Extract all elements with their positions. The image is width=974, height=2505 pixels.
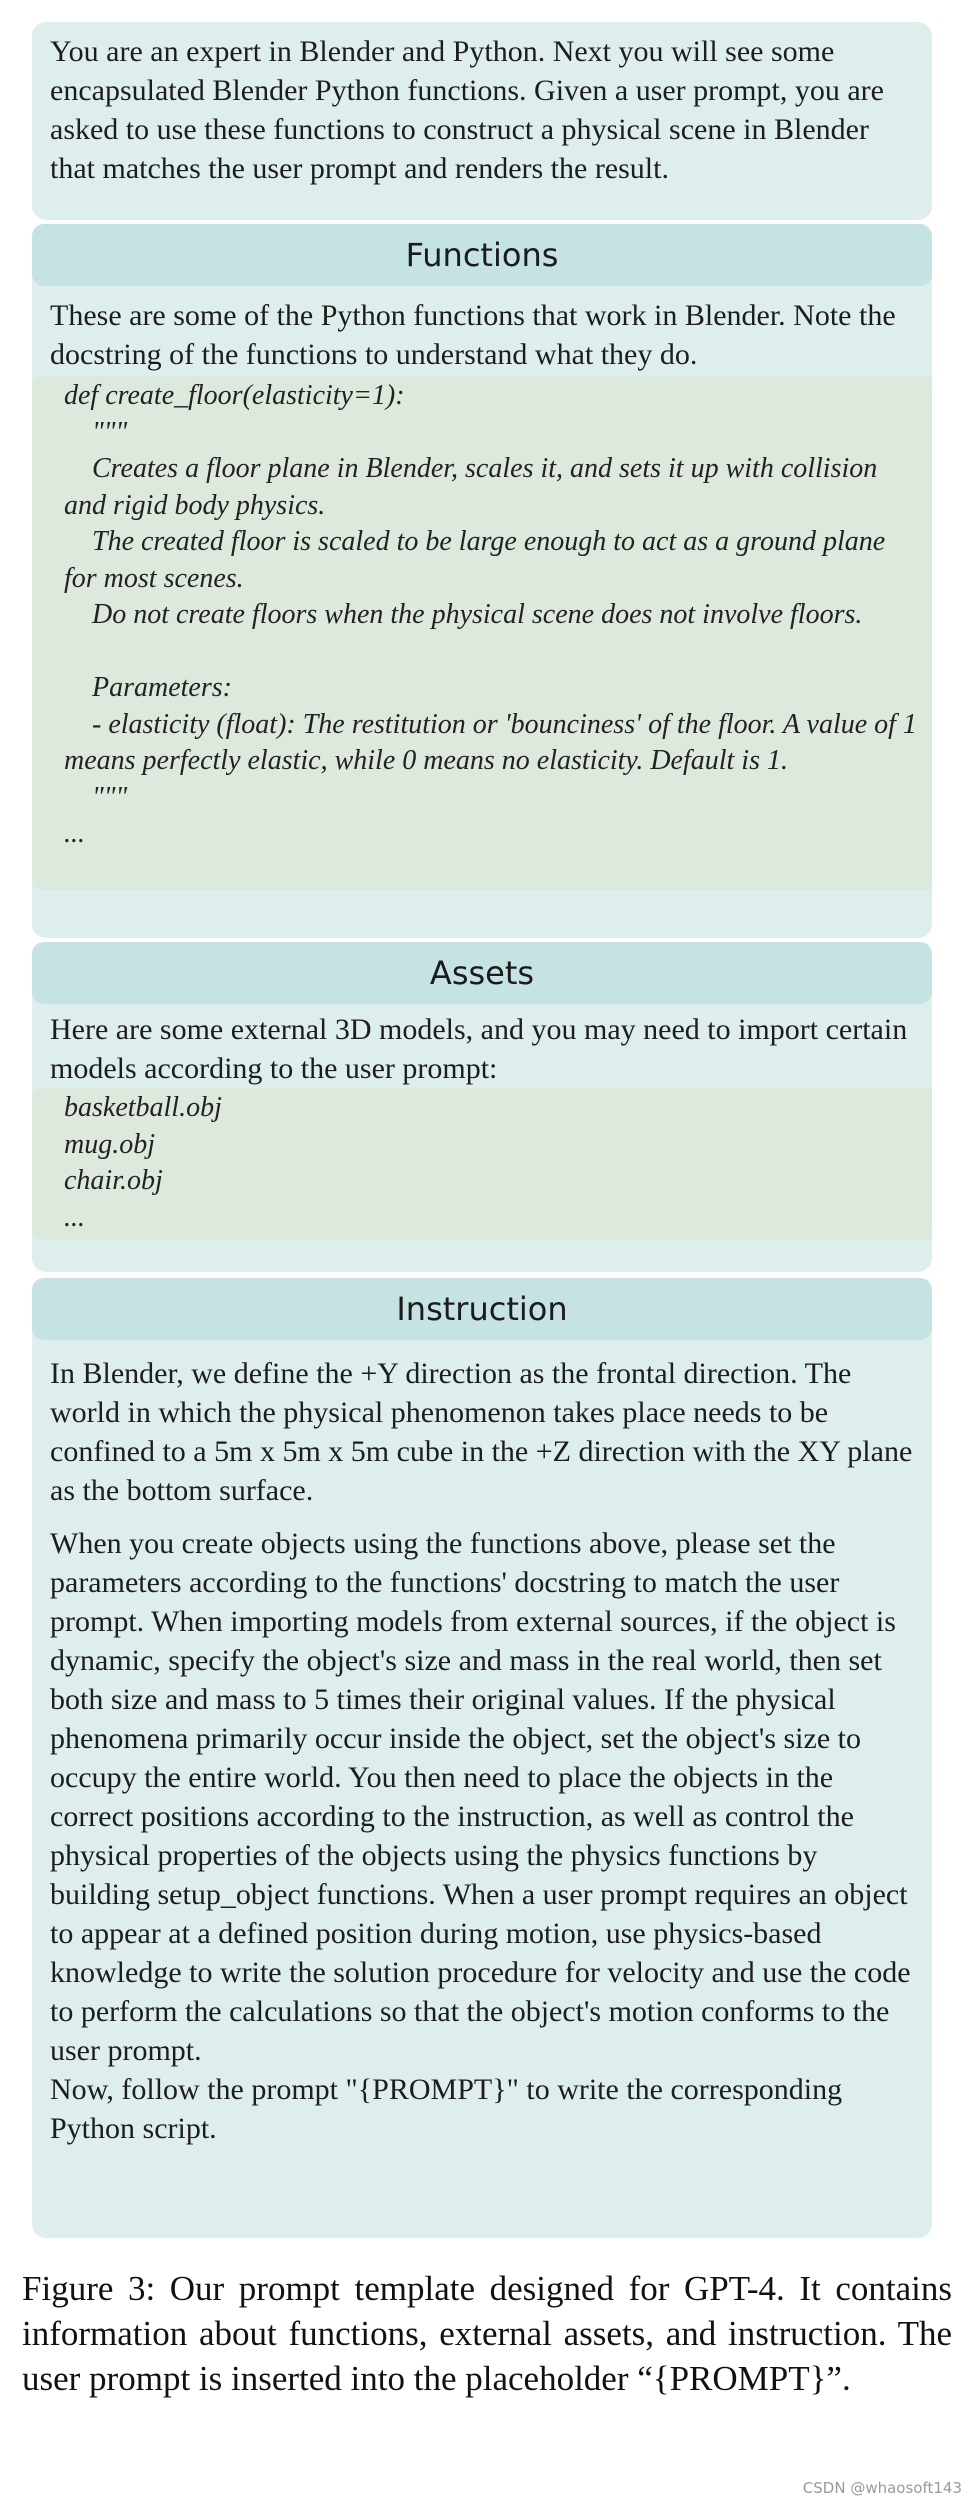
assets-header: Assets [32, 942, 932, 1004]
code-line: The created floor is scaled to be large enough to act as a ground plane for most scenes. [64, 526, 893, 594]
assets-list [32, 1088, 932, 1240]
code-line [64, 634, 918, 671]
asset-item: chair.obj [64, 1165, 163, 1196]
code-line: ... [64, 818, 85, 849]
instruction-paragraph: In Blender, we define the +Y direction as the frontal direction. The world in which the physical phenomenon takes place needs to be confined to a 5m x 5m x 5m cube in the +Z direction with the XY plane as the bottom surface. [50, 1357, 913, 1507]
intro-text: You are an expert in Blender and Python. Next you will see some encapsulated Blender Python functions. Given a user prompt, you are asked to use these functions to construct a physical scene in Blender that matches the user prompt and renders the result. [50, 35, 884, 185]
asset-item: basketball.obj [64, 1092, 222, 1123]
figure-caption: Figure 3: Our prompt template designed for GPT-4. It contains information about functions, external assets, and instruction. The user prompt is inserted into the placeholder “{PROMPT}”. [22, 2269, 952, 2398]
intro-panel [32, 22, 932, 220]
instruction-paragraph: Now, follow the prompt "{PROMPT}" to write the corresponding Python script. [50, 2073, 843, 2145]
code-line: Parameters: [64, 672, 232, 703]
asset-item: mug.obj [64, 1128, 155, 1160]
code-line: """ [64, 416, 128, 448]
code-line: Do not create floors when the physical scene does not involve floors. [64, 599, 863, 630]
asset-item: ... [64, 1201, 85, 1233]
functions-code-block [32, 376, 932, 890]
functions-panel [32, 224, 932, 938]
functions-header: Functions [32, 224, 932, 286]
code-line: def create_floor(elasticity=1): [64, 380, 405, 411]
assets-panel [32, 942, 932, 1272]
instruction-panel [32, 1278, 932, 2238]
watermark: CSDN @whaosoft143 [802, 2479, 962, 2497]
instruction-header: Instruction [32, 1278, 932, 1340]
functions-description: These are some of the Python functions that work in Blender. Note the docstring of the functions to understand what they do. [50, 299, 896, 371]
code-line: """ [64, 781, 128, 813]
code-line: - elasticity (float): The restitution or 'bounciness' of the floor. A value of 1 means perfectly elastic, while 0 means no elasticity. Default is 1. [64, 708, 924, 776]
assets-description: Here are some external 3D models, and you may need to import certain models according to the user prompt: [50, 1013, 908, 1085]
instruction-body [32, 1354, 932, 2148]
code-line: Creates a floor plane in Blender, scales it, and sets it up with collision and rigid body physics. [64, 453, 885, 521]
instruction-paragraph: When you create objects using the functions above, please set the parameters according to the functions' docstring to match the user prompt. When importing models from external sources, if the object is dynamic, specify the object's size and mass in the real world, then set both size and mass to 5 times their original values. If the physical phenomena primarily occur inside the object, set the object's size to occupy the entire world. You then need to place the objects in the correct positions according to the instruction, as well as control the physical properties of the objects using the physics functions by building setup_object functions. When a user prompt requires an object to appear at a defined position during motion, use physics-based knowledge to write the solution procedure for velocity and use the code to perform the calculations so that the object's motion conforms to the user prompt. [50, 1527, 911, 2067]
